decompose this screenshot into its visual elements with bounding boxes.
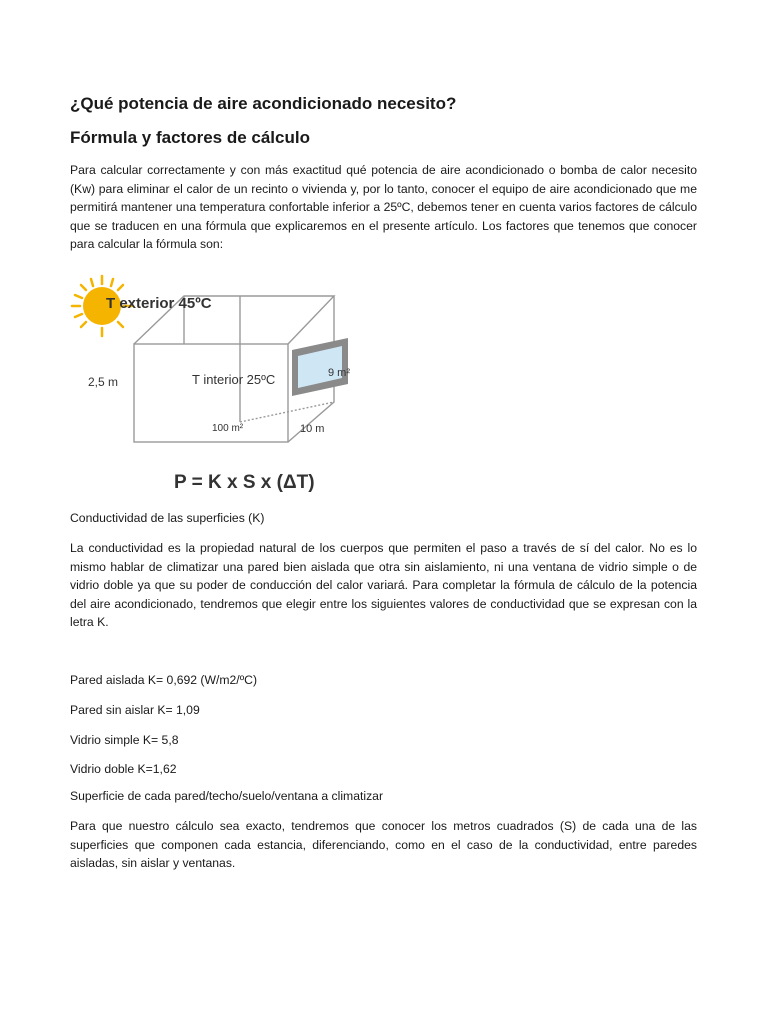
conductivity-paragraph: La conductividad es la propiedad natural de los cuerpos que permiten el paso a través de sí del calor. No es lo mismo hablar de climatizar una pared bien aislada que otra sin aislamiento, ni una ventana de vidrio simple o de vidrio doble ya que su poder de conducción del calor variará. Para completar la fórmula de cálculo de la potencia del aire acondicionado, tendremos que elegir entre los siguientes valores de conductividad que se expresan con la letra K.	[70, 541, 697, 629]
area-label: 100 m²	[212, 423, 244, 434]
intro-paragraph: Para calcular correctamente y con más exactitud qué potencia de aire acondicionado o bomba de calor necesito (Kw) para eliminar el calor de un recinto o vivienda y, por lo tanto, conocer el equipo de aire acondicionado que me permitirá mantener una temperatura confortable inferior a 25ºC, debemos tener en cuenta varios factores de cálculo que se traducen en una fórmula que explicaremos en el presente artículo. Los factores que tenemos que conocer para calcular la fórmula son:	[70, 163, 697, 251]
section-subtitle: Fórmula y factores de cálculo	[70, 128, 310, 147]
page-title: ¿Qué potencia de aire acondicionado necesito?	[70, 94, 457, 113]
k-value-item: Pared aislada K= 0,692 (W/m2/ºC)	[70, 673, 258, 687]
height-label: 2,5 m	[88, 375, 119, 389]
t-exterior-label: T exterior 45ºC	[106, 295, 212, 312]
t-interior-label: T interior 25ºC	[192, 372, 276, 387]
depth-label: 10 m	[300, 423, 325, 435]
k-value-item: Vidrio simple K= 5,8	[70, 733, 179, 747]
surface-paragraph: Para que nuestro cálculo sea exacto, tendremos que conocer los metros cuadrados (S) de cada una de las superficies que componen cada estancia, diferenciando, como en el caso de la conductividad, entre paredes aisladas, sin aislar y ventanas.	[70, 819, 697, 870]
window-area-label: 9 m²	[328, 367, 350, 379]
room-heat-diagram	[64, 272, 350, 502]
surface-heading: Superficie de cada pared/techo/suelo/ventana a climatizar	[70, 789, 384, 803]
k-value-item: Pared sin aislar K= 1,09	[70, 703, 200, 717]
conductivity-heading: Conductividad de las superficies (K)	[70, 511, 265, 525]
formula-label: P = K x S x (ΔT)	[174, 472, 315, 493]
k-value-item: Vidrio doble K=1,62	[70, 762, 177, 776]
